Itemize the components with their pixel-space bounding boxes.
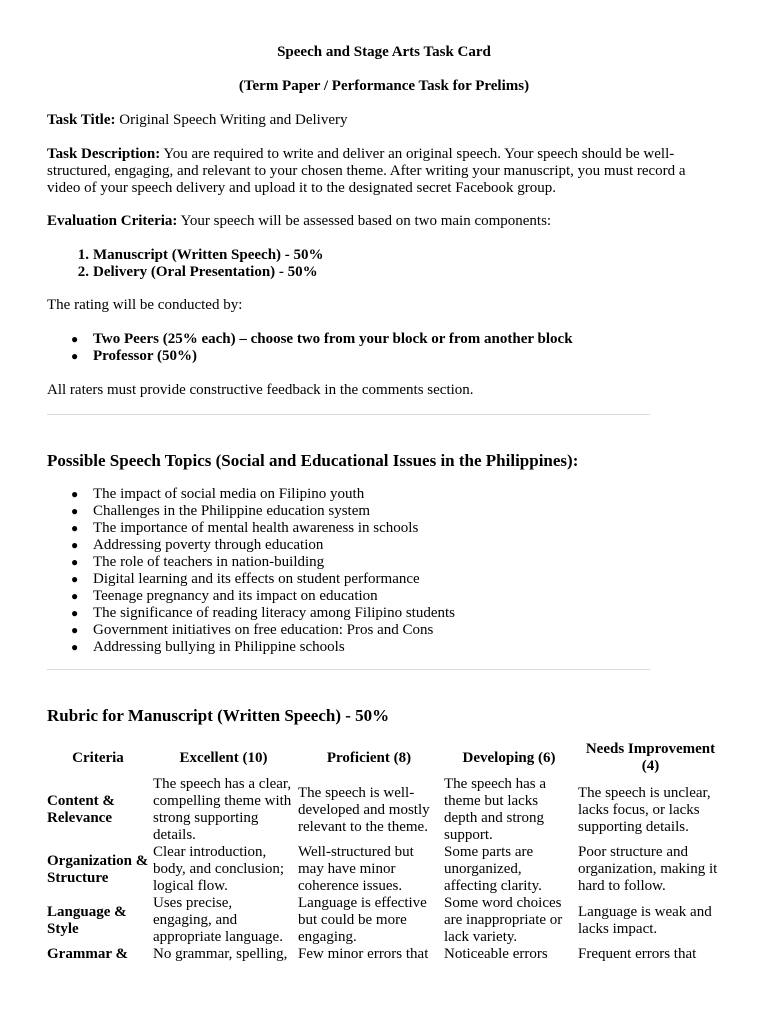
bullet-icon: ● [71, 332, 79, 346]
table-row [45, 776, 725, 844]
list-item [71, 348, 573, 365]
rubric-heading: Rubric for Manuscript (Written Speech) - 50% [47, 706, 390, 725]
rubric-table [45, 740, 725, 966]
task-description-label: Task Description: [47, 146, 161, 162]
bullet-icon: ● [71, 589, 79, 603]
table-cell: The speech is well-developed and mostly relevant to the theme. [298, 784, 430, 835]
table-row [45, 844, 725, 895]
criteria-cell: Language & Style [47, 903, 127, 937]
table-header-cell: Criteria [72, 749, 124, 766]
bullet-icon: ● [71, 521, 79, 535]
list-item [71, 554, 455, 571]
bullet-icon: ● [71, 640, 79, 654]
table-cell: Uses precise, engaging, and appropriate language. [153, 895, 283, 945]
document-title: Speech and Stage Arts Task Card [277, 44, 491, 60]
table-header-cell: Developing (6) [462, 749, 556, 766]
table-row [45, 895, 725, 946]
list-item [71, 331, 573, 348]
rating-intro: The rating will be conducted by: [47, 297, 243, 313]
table-cell: The speech has a theme but lacks depth and strong support. [444, 776, 547, 843]
table-cell: Some word choices are inappropriate or lack variety. [444, 895, 563, 945]
list-item [71, 520, 455, 537]
list-item-text: Challenges in the Philippine education system [93, 503, 371, 519]
task-title-label: Task Title: [47, 112, 116, 128]
table-cell: Few minor errors that [298, 946, 429, 962]
raters-list [71, 331, 573, 365]
table-cell: No grammar, spelling, [153, 946, 288, 962]
topics-list [71, 486, 455, 656]
section-divider [47, 414, 650, 415]
table-header-row [45, 740, 725, 776]
table-cell: Some parts are unorganized, affecting clarity. [444, 844, 542, 894]
table-cell: The speech has a clear, compelling theme with strong supporting details. [153, 776, 292, 843]
list-item-text: Professor (50%) [93, 348, 198, 364]
bullet-icon: ● [71, 349, 79, 363]
task-description-line: You are required to write and deliver an original speech. Your speech should be well- [160, 146, 675, 162]
list-item-text: Addressing bullying in Philippine schools [93, 639, 345, 655]
evaluation-components-list [77, 247, 324, 281]
criteria-cell: Organization & Structure [47, 852, 149, 886]
list-item [71, 537, 455, 554]
list-number: 1. [77, 247, 89, 263]
list-item-text: Digital learning and its effects on student performance [93, 571, 420, 587]
criteria-cell: Content & Relevance [47, 793, 115, 826]
section-divider [47, 669, 650, 670]
evaluation-label: Evaluation Criteria: [47, 213, 178, 229]
list-item [71, 588, 455, 605]
list-item [77, 247, 324, 264]
topics-heading: Possible Speech Topics (Social and Educational Issues in the Philippines): [47, 451, 579, 470]
task-description [47, 146, 686, 197]
list-item-text: Government initiatives on free education: Pros and Cons [93, 622, 434, 638]
table-header-cell: Proficient (8) [326, 749, 412, 766]
list-item [71, 605, 455, 622]
list-item-text: Delivery (Oral Presentation) - 50% [93, 264, 318, 280]
bullet-icon: ● [71, 555, 79, 569]
list-item-text: Addressing poverty through education [93, 537, 324, 553]
task-description-line: structured, engaging, and relevant to your chosen theme. After writing your manuscript, you must record a [47, 163, 686, 179]
list-number: 2. [77, 264, 89, 280]
document-subtitle: (Term Paper / Performance Task for Prelims) [238, 78, 530, 94]
bullet-icon: ● [71, 487, 79, 501]
list-item-text: Teenage pregnancy and its impact on education [93, 588, 378, 604]
table-header-cell: Excellent (10) [179, 749, 268, 766]
task-title-value: Original Speech Writing and Delivery [119, 112, 348, 128]
table-cell: Well-structured but may have minor coherence issues. [298, 844, 414, 894]
list-item [71, 503, 455, 520]
table-cell: Language is weak and lacks impact. [578, 903, 712, 937]
bullet-icon: ● [71, 504, 79, 518]
bullet-icon: ● [71, 623, 79, 637]
task-title [47, 112, 348, 129]
evaluation-criteria [47, 213, 551, 230]
list-item-text: The significance of reading literacy among Filipino students [93, 605, 455, 621]
list-item-text: The importance of mental health awareness in schools [93, 520, 419, 536]
table-cell: Frequent errors that [578, 946, 697, 962]
bullet-icon: ● [71, 606, 79, 620]
table-cell: Poor structure and organization, making it hard to follow. [578, 844, 718, 894]
list-item [71, 639, 455, 656]
feedback-note: All raters must provide constructive feedback in the comments section. [47, 382, 474, 398]
list-item-text: The role of teachers in nation-building [93, 554, 325, 570]
bullet-icon: ● [71, 572, 79, 586]
criteria-cell: Grammar & [47, 946, 128, 962]
task-description-line: video of your speech delivery and upload it to the designated secret Facebook group. [47, 180, 557, 196]
table-row [45, 946, 725, 966]
bullet-icon: ● [71, 538, 79, 552]
list-item-text: Manuscript (Written Speech) - 50% [93, 247, 324, 263]
list-item-text: Two Peers (25% each) – choose two from your block or from another block [93, 331, 573, 347]
list-item [71, 571, 455, 588]
table-cell: Language is effective but could be more engaging. [298, 895, 427, 945]
list-item [77, 264, 324, 281]
list-item [71, 486, 455, 503]
table-header-cell: Needs Improvement (4) [585, 741, 716, 774]
table-cell: The speech is unclear, lacks focus, or lacks supporting details. [578, 784, 711, 835]
evaluation-text: Your speech will be assessed based on two main components: [177, 213, 552, 229]
table-cell: Clear introduction, body, and conclusion; logical flow. [153, 844, 285, 894]
table-cell: Noticeable errors [444, 946, 548, 962]
list-item-text: The impact of social media on Filipino youth [93, 486, 365, 502]
list-item [71, 622, 455, 639]
